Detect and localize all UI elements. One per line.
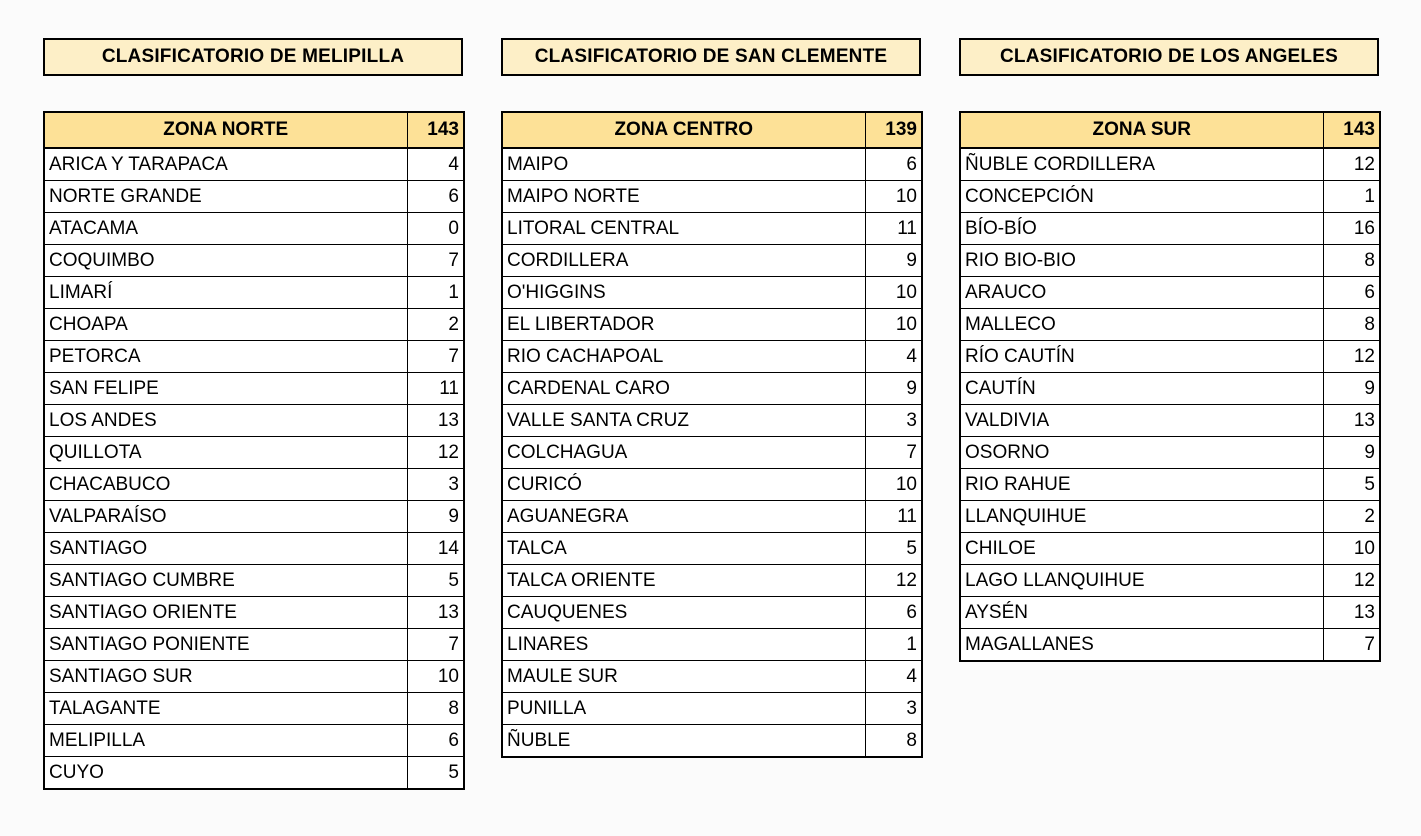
zone-total: 143: [1323, 112, 1380, 148]
row-name: MAIPO NORTE: [502, 181, 865, 213]
row-value: 6: [407, 181, 464, 213]
row-value: 6: [1323, 277, 1380, 309]
row-name: PUNILLA: [502, 693, 865, 725]
table-row: [44, 597, 464, 629]
table-row: [502, 501, 922, 533]
row-name: ARICA Y TARAPACA: [44, 148, 407, 181]
row-value: 6: [865, 597, 922, 629]
row-value: 3: [865, 405, 922, 437]
table-row: [44, 757, 464, 790]
table-row: [502, 309, 922, 341]
row-name: CHOAPA: [44, 309, 407, 341]
zone-header-row: [44, 112, 464, 148]
row-name: SANTIAGO CUMBRE: [44, 565, 407, 597]
row-value: 11: [865, 213, 922, 245]
table-row: [960, 501, 1380, 533]
table-row: [502, 629, 922, 661]
row-value: 10: [1323, 533, 1380, 565]
row-name: O'HIGGINS: [502, 277, 865, 309]
table-row: [960, 565, 1380, 597]
row-value: 4: [865, 341, 922, 373]
row-value: 1: [865, 629, 922, 661]
row-value: 7: [407, 245, 464, 277]
row-name: LLANQUIHUE: [960, 501, 1323, 533]
row-name: LAGO LLANQUIHUE: [960, 565, 1323, 597]
row-value: 4: [865, 661, 922, 693]
table-row: [44, 693, 464, 725]
row-value: 8: [1323, 245, 1380, 277]
row-value: 9: [865, 373, 922, 405]
row-name: TALCA ORIENTE: [502, 565, 865, 597]
row-name: MAGALLANES: [960, 629, 1323, 662]
table-row: [502, 533, 922, 565]
table-row: [960, 213, 1380, 245]
row-value: 9: [1323, 437, 1380, 469]
row-name: COQUIMBO: [44, 245, 407, 277]
row-value: 5: [407, 757, 464, 790]
row-value: 6: [865, 148, 922, 181]
group-title: CLASIFICATORIO DE MELIPILLA: [43, 38, 463, 76]
row-value: 10: [407, 661, 464, 693]
table-row: [502, 245, 922, 277]
table-row: [44, 501, 464, 533]
row-name: VALDIVIA: [960, 405, 1323, 437]
row-value: 9: [1323, 373, 1380, 405]
table-row: [502, 693, 922, 725]
row-name: CURICÓ: [502, 469, 865, 501]
row-value: 13: [1323, 405, 1380, 437]
row-value: 7: [407, 629, 464, 661]
table-row: [502, 437, 922, 469]
table-row: [44, 533, 464, 565]
row-value: 8: [1323, 309, 1380, 341]
group-title: CLASIFICATORIO DE SAN CLEMENTE: [501, 38, 921, 76]
table-row: [502, 213, 922, 245]
row-name: ARAUCO: [960, 277, 1323, 309]
row-value: 12: [1323, 565, 1380, 597]
row-name: LITORAL CENTRAL: [502, 213, 865, 245]
row-name: SANTIAGO: [44, 533, 407, 565]
row-name: VALPARAÍSO: [44, 501, 407, 533]
table-row: [960, 245, 1380, 277]
table-row: [44, 565, 464, 597]
table-row: [44, 181, 464, 213]
table-row: [44, 341, 464, 373]
table-row: [960, 629, 1380, 662]
row-value: 10: [865, 181, 922, 213]
table-row: [44, 148, 464, 181]
table-row: [960, 597, 1380, 629]
row-value: 10: [865, 277, 922, 309]
row-name: RÍO CAUTÍN: [960, 341, 1323, 373]
row-name: LOS ANDES: [44, 405, 407, 437]
table-row: [960, 437, 1380, 469]
zone-name: ZONA NORTE: [44, 112, 407, 148]
zone-table-centro: [501, 111, 923, 758]
row-value: 9: [407, 501, 464, 533]
table-row: [44, 245, 464, 277]
row-name: LINARES: [502, 629, 865, 661]
table-row: [960, 405, 1380, 437]
table-row: [44, 661, 464, 693]
row-name: ÑUBLE CORDILLERA: [960, 148, 1323, 181]
table-row: [44, 277, 464, 309]
row-name: QUILLOTA: [44, 437, 407, 469]
row-value: 3: [865, 693, 922, 725]
row-value: 10: [865, 469, 922, 501]
group-title: CLASIFICATORIO DE LOS ANGELES: [959, 38, 1379, 76]
row-name: PETORCA: [44, 341, 407, 373]
row-name: OSORNO: [960, 437, 1323, 469]
row-value: 5: [407, 565, 464, 597]
row-name: SANTIAGO ORIENTE: [44, 597, 407, 629]
row-name: CAUQUENES: [502, 597, 865, 629]
row-name: MAULE SUR: [502, 661, 865, 693]
row-name: COLCHAGUA: [502, 437, 865, 469]
row-value: 12: [1323, 341, 1380, 373]
table-row: [502, 405, 922, 437]
row-name: CONCEPCIÓN: [960, 181, 1323, 213]
row-name: SAN FELIPE: [44, 373, 407, 405]
row-name: RIO RAHUE: [960, 469, 1323, 501]
row-name: AYSÉN: [960, 597, 1323, 629]
group-san-clemente: [501, 38, 921, 758]
table-row: [502, 277, 922, 309]
row-value: 4: [407, 148, 464, 181]
table-row: [960, 469, 1380, 501]
row-value: 5: [865, 533, 922, 565]
row-name: CUYO: [44, 757, 407, 790]
zone-table-sur: [959, 111, 1381, 662]
zone-total: 143: [407, 112, 464, 148]
table-row: [502, 565, 922, 597]
row-name: CAUTÍN: [960, 373, 1323, 405]
table-row: [44, 309, 464, 341]
zone-name: ZONA CENTRO: [502, 112, 865, 148]
group-los-angeles: [959, 38, 1379, 662]
row-value: 1: [407, 277, 464, 309]
table-row: [502, 181, 922, 213]
table-row: [44, 213, 464, 245]
zone-total: 139: [865, 112, 922, 148]
row-value: 7: [865, 437, 922, 469]
table-row: [960, 181, 1380, 213]
row-name: CARDENAL CARO: [502, 373, 865, 405]
table-row: [44, 629, 464, 661]
row-name: MALLECO: [960, 309, 1323, 341]
table-row: [44, 725, 464, 757]
row-value: 2: [1323, 501, 1380, 533]
table-row: [960, 148, 1380, 181]
table-row: [960, 373, 1380, 405]
row-value: 9: [865, 245, 922, 277]
table-row: [502, 148, 922, 181]
group-melipilla: [43, 38, 463, 790]
row-name: CORDILLERA: [502, 245, 865, 277]
table-row: [44, 405, 464, 437]
zone-name: ZONA SUR: [960, 112, 1323, 148]
row-name: MAIPO: [502, 148, 865, 181]
row-value: 16: [1323, 213, 1380, 245]
table-row: [960, 309, 1380, 341]
row-value: 12: [1323, 148, 1380, 181]
table-row: [960, 533, 1380, 565]
row-value: 6: [407, 725, 464, 757]
zone-table-norte: [43, 111, 465, 790]
table-row: [502, 373, 922, 405]
row-name: VALLE SANTA CRUZ: [502, 405, 865, 437]
table-row: [44, 469, 464, 501]
table-row: [502, 597, 922, 629]
row-name: SANTIAGO SUR: [44, 661, 407, 693]
row-name: NORTE GRANDE: [44, 181, 407, 213]
row-name: RIO BIO-BIO: [960, 245, 1323, 277]
row-value: 11: [407, 373, 464, 405]
zone-header-row: [502, 112, 922, 148]
row-name: EL LIBERTADOR: [502, 309, 865, 341]
row-name: BÍO-BÍO: [960, 213, 1323, 245]
table-row: [502, 341, 922, 373]
row-name: TALCA: [502, 533, 865, 565]
row-name: CHILOE: [960, 533, 1323, 565]
row-name: ATACAMA: [44, 213, 407, 245]
table-row: [960, 277, 1380, 309]
row-name: SANTIAGO PONIENTE: [44, 629, 407, 661]
row-value: 12: [407, 437, 464, 469]
zone-header-row: [960, 112, 1380, 148]
row-name: CHACABUCO: [44, 469, 407, 501]
table-row: [44, 373, 464, 405]
row-value: 3: [407, 469, 464, 501]
row-name: RIO CACHAPOAL: [502, 341, 865, 373]
table-row: [44, 437, 464, 469]
row-value: 13: [1323, 597, 1380, 629]
row-value: 2: [407, 309, 464, 341]
row-value: 13: [407, 405, 464, 437]
row-name: ÑUBLE: [502, 725, 865, 758]
table-row: [960, 341, 1380, 373]
row-value: 14: [407, 533, 464, 565]
row-value: 8: [407, 693, 464, 725]
table-row: [502, 725, 922, 758]
row-value: 13: [407, 597, 464, 629]
table-row: [502, 469, 922, 501]
row-value: 0: [407, 213, 464, 245]
row-value: 7: [1323, 629, 1380, 662]
row-value: 10: [865, 309, 922, 341]
row-name: AGUANEGRA: [502, 501, 865, 533]
table-row: [502, 661, 922, 693]
row-name: LIMARÍ: [44, 277, 407, 309]
row-value: 1: [1323, 181, 1380, 213]
row-value: 11: [865, 501, 922, 533]
row-value: 5: [1323, 469, 1380, 501]
row-name: TALAGANTE: [44, 693, 407, 725]
row-name: MELIPILLA: [44, 725, 407, 757]
row-value: 12: [865, 565, 922, 597]
row-value: 7: [407, 341, 464, 373]
row-value: 8: [865, 725, 922, 758]
